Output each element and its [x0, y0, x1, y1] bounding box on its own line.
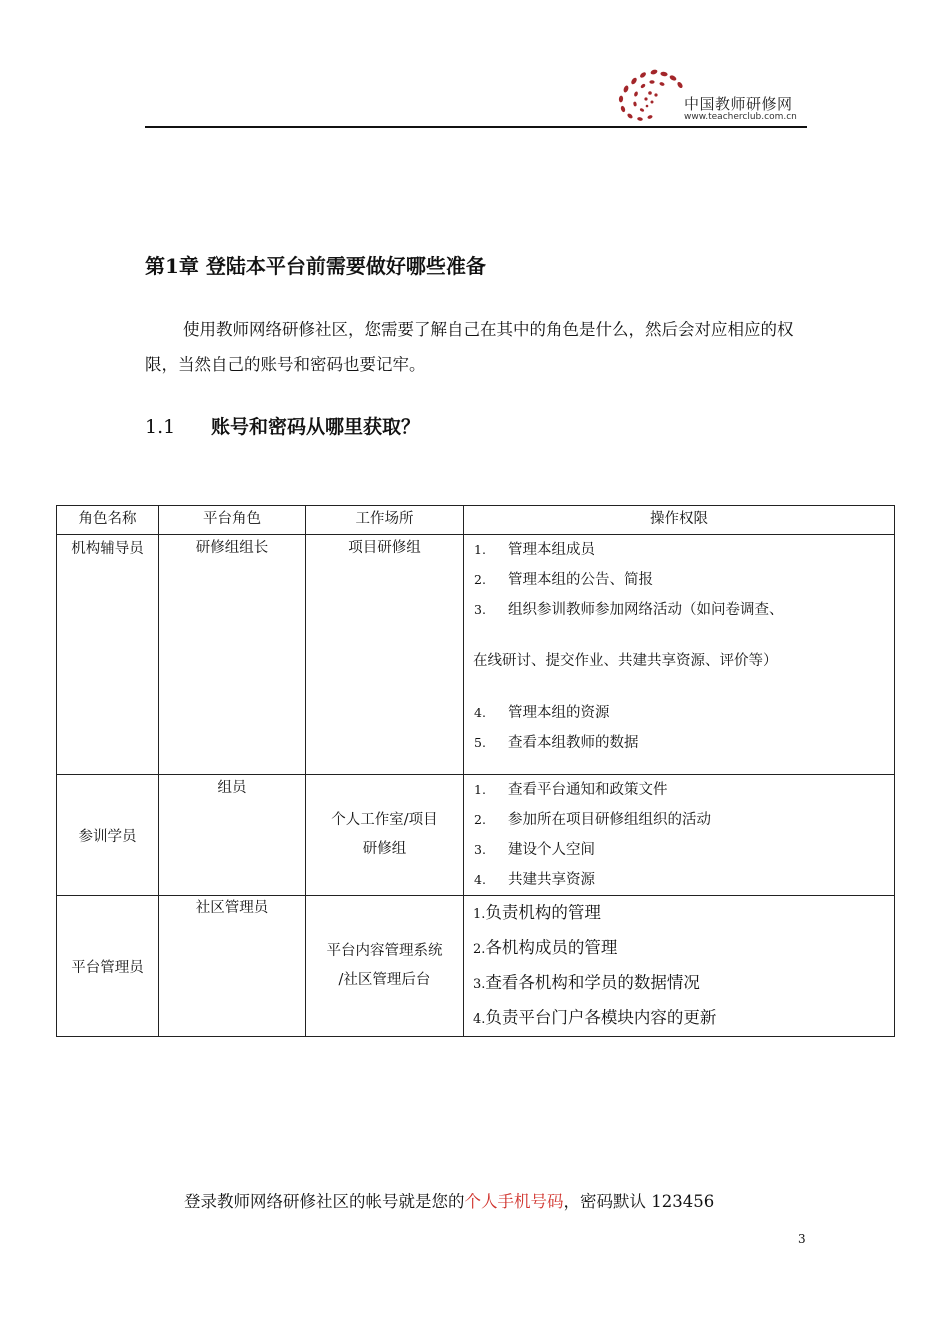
- permissions-list: [464, 775, 894, 895]
- list-item: 1. 查看平台通知和政策文件: [474, 782, 668, 798]
- workplace-cell: [306, 896, 464, 1037]
- highlighted-text: 个人手机号码: [464, 1192, 564, 1211]
- column-header: 平台角色: [159, 506, 306, 535]
- teacherclub-logo-icon: [610, 62, 686, 124]
- roles-table: [56, 505, 895, 1037]
- permissions-cell: [464, 896, 895, 1037]
- page-number: 3: [798, 1232, 806, 1246]
- column-header: 角色名称: [57, 506, 159, 535]
- workplace-cell: [306, 535, 464, 775]
- role-name: 平台管理员: [71, 959, 144, 976]
- list-item: 5. 查看本组教师的数据: [474, 735, 639, 751]
- logo-name: 中国教师研修网: [684, 95, 793, 113]
- logo-url: www.teacherclub.com.cn: [684, 112, 797, 122]
- list-item: 1. 管理本组成员: [474, 542, 595, 558]
- table-row: [57, 896, 895, 1037]
- chapter-title: 第1章 登陆本平台前需要做好哪些准备: [145, 254, 486, 278]
- section-heading: [145, 412, 420, 439]
- list-item: 3.查看各机构和学员的数据情况: [473, 973, 700, 992]
- platform-role: 研修组组长: [195, 540, 269, 556]
- column-header: 工作场所: [306, 506, 464, 535]
- workplace-cell: [306, 775, 464, 896]
- platform-role-cell: [159, 535, 306, 775]
- role-cell: [57, 896, 159, 1037]
- list-item: 1.负责机构的管理: [473, 903, 601, 922]
- list-item: 2.各机构成员的管理: [473, 938, 618, 957]
- section-title: 账号和密码从哪里获取？: [211, 416, 421, 438]
- list-item: 3. 建设个人空间: [474, 842, 595, 858]
- header-divider: [145, 126, 807, 128]
- table-row: [57, 535, 895, 775]
- platform-role-cell: [159, 896, 306, 1037]
- table-row: [57, 775, 895, 896]
- intro-paragraph: 使用教师网络研修社区，您需要了解自己在其中的角色是什么，然后会对应相应的权限，当然自己的账号和密码也要记牢。: [145, 320, 794, 374]
- table-header-row: [57, 506, 895, 535]
- role-cell: [57, 775, 159, 896]
- workplace: 个人工作室/项目 研修组: [331, 812, 438, 857]
- platform-role: 组员: [217, 780, 247, 796]
- role-name: 参训学员: [78, 828, 137, 845]
- list-item: 3. 组织参训教师参加网络活动（如问卷调查、: [474, 602, 784, 618]
- section-number: 1.1: [145, 416, 176, 438]
- platform-role-cell: [159, 775, 306, 896]
- logo: [610, 62, 815, 124]
- role-name: 机构辅导员: [71, 541, 144, 557]
- permissions-list: [464, 535, 894, 758]
- list-item: 4. 共建共享资源: [474, 872, 595, 888]
- permissions-cell: [464, 775, 895, 896]
- platform-role: 社区管理员: [195, 900, 269, 916]
- column-header: 操作权限: [464, 506, 895, 535]
- list-item: 4.负责平台门户各模块内容的更新: [473, 1008, 717, 1027]
- footer-note: 登录教师网络研修社区的帐号就是您的个人手机号码，密码默认 123456: [184, 1192, 715, 1211]
- list-spacer: [474, 676, 894, 698]
- permissions-cell: [464, 535, 895, 775]
- list-item: 4. 管理本组的资源: [474, 705, 610, 721]
- list-item: 在线研讨、提交作业、共建共享资源、评价等）: [473, 653, 778, 669]
- list-spacer: [474, 625, 894, 647]
- workplace: 项目研修组: [348, 540, 421, 556]
- role-cell: [57, 535, 159, 775]
- workplace: 平台内容管理系统 /社区管理后台: [326, 943, 443, 988]
- list-item: 2. 管理本组的公告、简报: [474, 572, 653, 588]
- permissions-list: [464, 896, 894, 1036]
- list-item: 2. 参加所在项目研修组组织的活动: [474, 812, 711, 828]
